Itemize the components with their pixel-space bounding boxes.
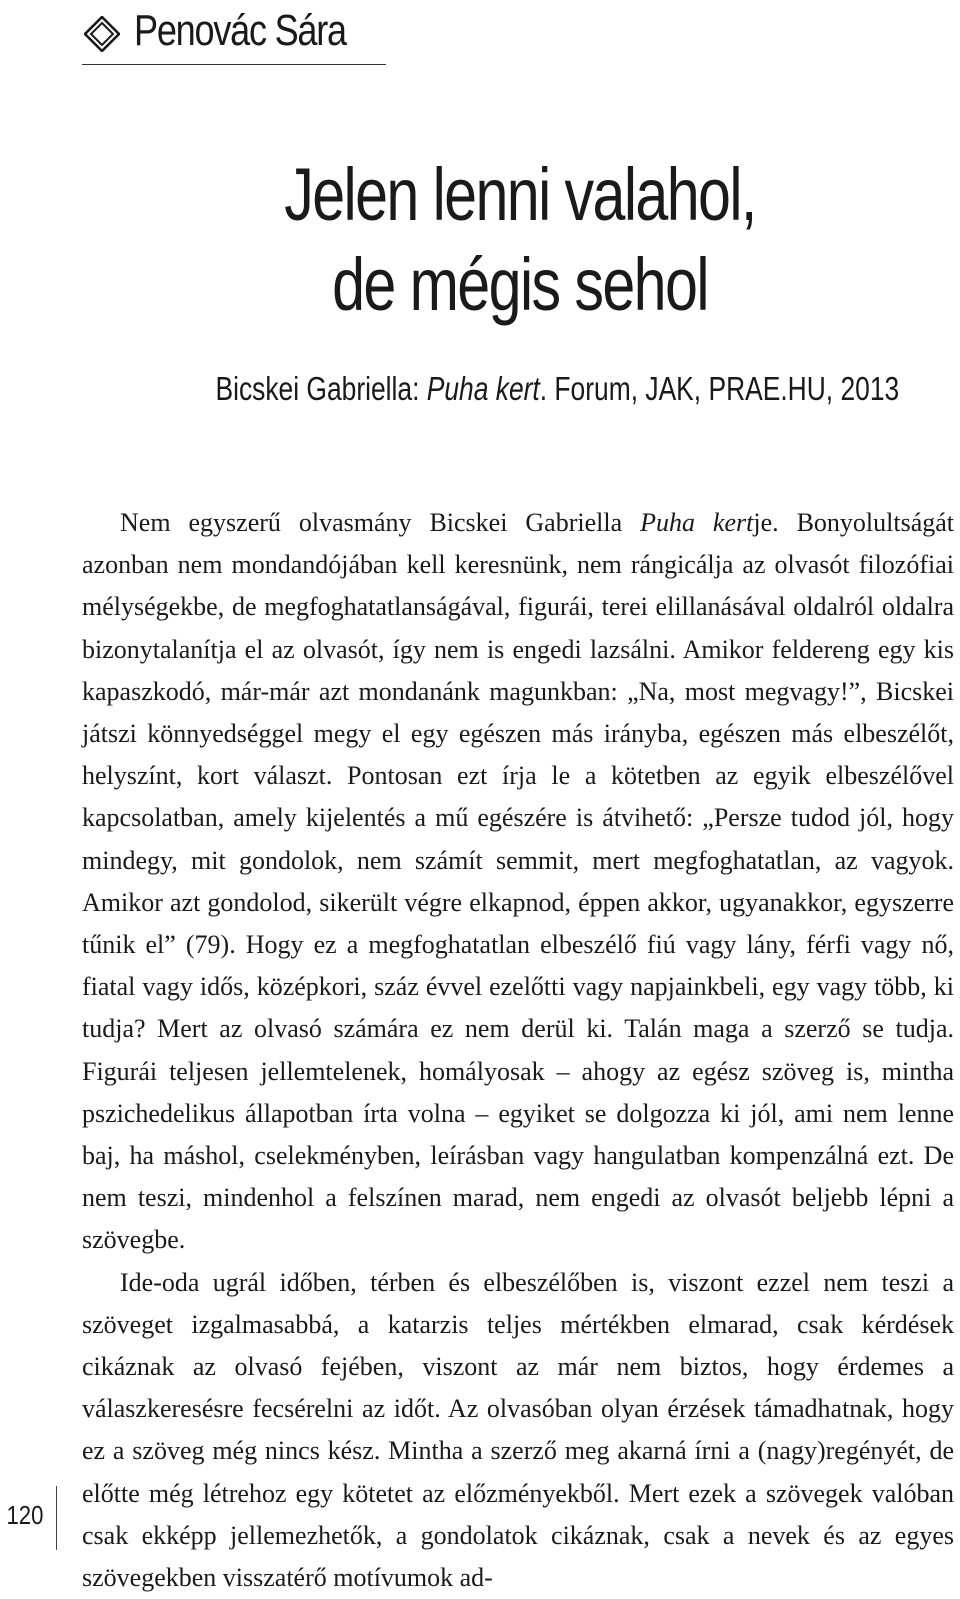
diamond-icon: [84, 16, 120, 52]
paragraph-2: Ide-oda ugrál időben, térben és elbeszélőben is, viszont ezzel nem teszi a szöveget izgalmasabbá, a katarzis teljes mértékben elmarad, csak kérdések cikáznak az olvasó fejében, viszont az már nem biztos, hogy érdemes a válaszkeresésre fecsérelni az időt. Az olvasóban olyan érzések támadhatnak, hogy ez a szöveg még nincs kész. Mintha a szerző meg akarná írni a (nagy)regényét, de előtte még létrehoz egy kötetet az előzményekből. Mert ezek a szövegek valóban csak ekképp jellemezhetők, a gondolatok cikáznak, csak a nevek és az egyes szövegekben visszatérő motívumok ad-: [82, 1267, 954, 1593]
title-line-1: Jelen lenni valahol,: [284, 153, 756, 236]
book-reference: [130, 370, 910, 408]
article-title: [160, 150, 880, 330]
book-publisher: . Forum, JAK, PRAE.HU, 2013: [539, 370, 900, 407]
article-body: [82, 502, 954, 1599]
title-line-2: de mégis sehol: [332, 243, 708, 326]
book-title: Puha kert: [426, 370, 540, 407]
author-header: [82, 6, 386, 65]
paragraph-1: Nem egyszerű olvasmány Bicskei Gabriella Puha kertje. Bonyolultságát azonban nem mondandójában kell keresnünk, nem rángicálja az olvasót filozófiai mélységekbe, de megfoghatatlanságával, figurái, terei elillanásával oldalról oldalra bizonytalanítja el az olvasót, így nem is engedi lazsálni. Amikor feldereng egy kis kapaszkodó, már-már azt mondanánk magunkban: „Na, most megvagy!”, Bicskei játszi könnyedséggel megy el egy egészen más irányba, egészen más elbeszélőt, helyszínt, kort választ. Pontosan ezt írja le a kötetben az egyik elbeszélővel kapcsolatban, amely kijelentés a mű egészére is átvihető: „Persze tudod jól, hogy mindegy, mit gondolok, nem számít semmit, mert megfoghatatlan, az vagyok. Amikor azt gondolod, sikerült végre elkapnod, éppen akkor, ugyanakkor, egyszerre tűnik el” (79). Hogy ez a megfoghatatlan elbeszélő fiú vagy lány, férfi vagy nő, fiatal vagy idős, középkori, száz évvel ezelőtti vagy napjainkbeli, egy vagy több, ki tudja? Mert az olvasó számára ez nem derül ki. Talán maga a szerző se tudja. Figurái teljesen jellemtelenek, homályosak – ahogy az egész szöveg is, mintha pszichedelikus állapotban írta volna – egyiket se dolgozza ki jól, ami nem lenne baj, ha máshol, cselekményben, leírásban vagy hangulatban kompenzálná ezt. De nem teszi, mindenhol a felszínen marad, nem engedi az olvasót beljebb lépni a szövegbe.: [82, 508, 954, 1255]
book-title-inline: Puha kert: [640, 508, 754, 537]
page-number: 120: [6, 1500, 44, 1530]
margin-rule: [56, 1486, 57, 1550]
author-name: Penovác Sára: [134, 6, 346, 55]
book-author: Bicskei Gabriella:: [215, 370, 427, 407]
